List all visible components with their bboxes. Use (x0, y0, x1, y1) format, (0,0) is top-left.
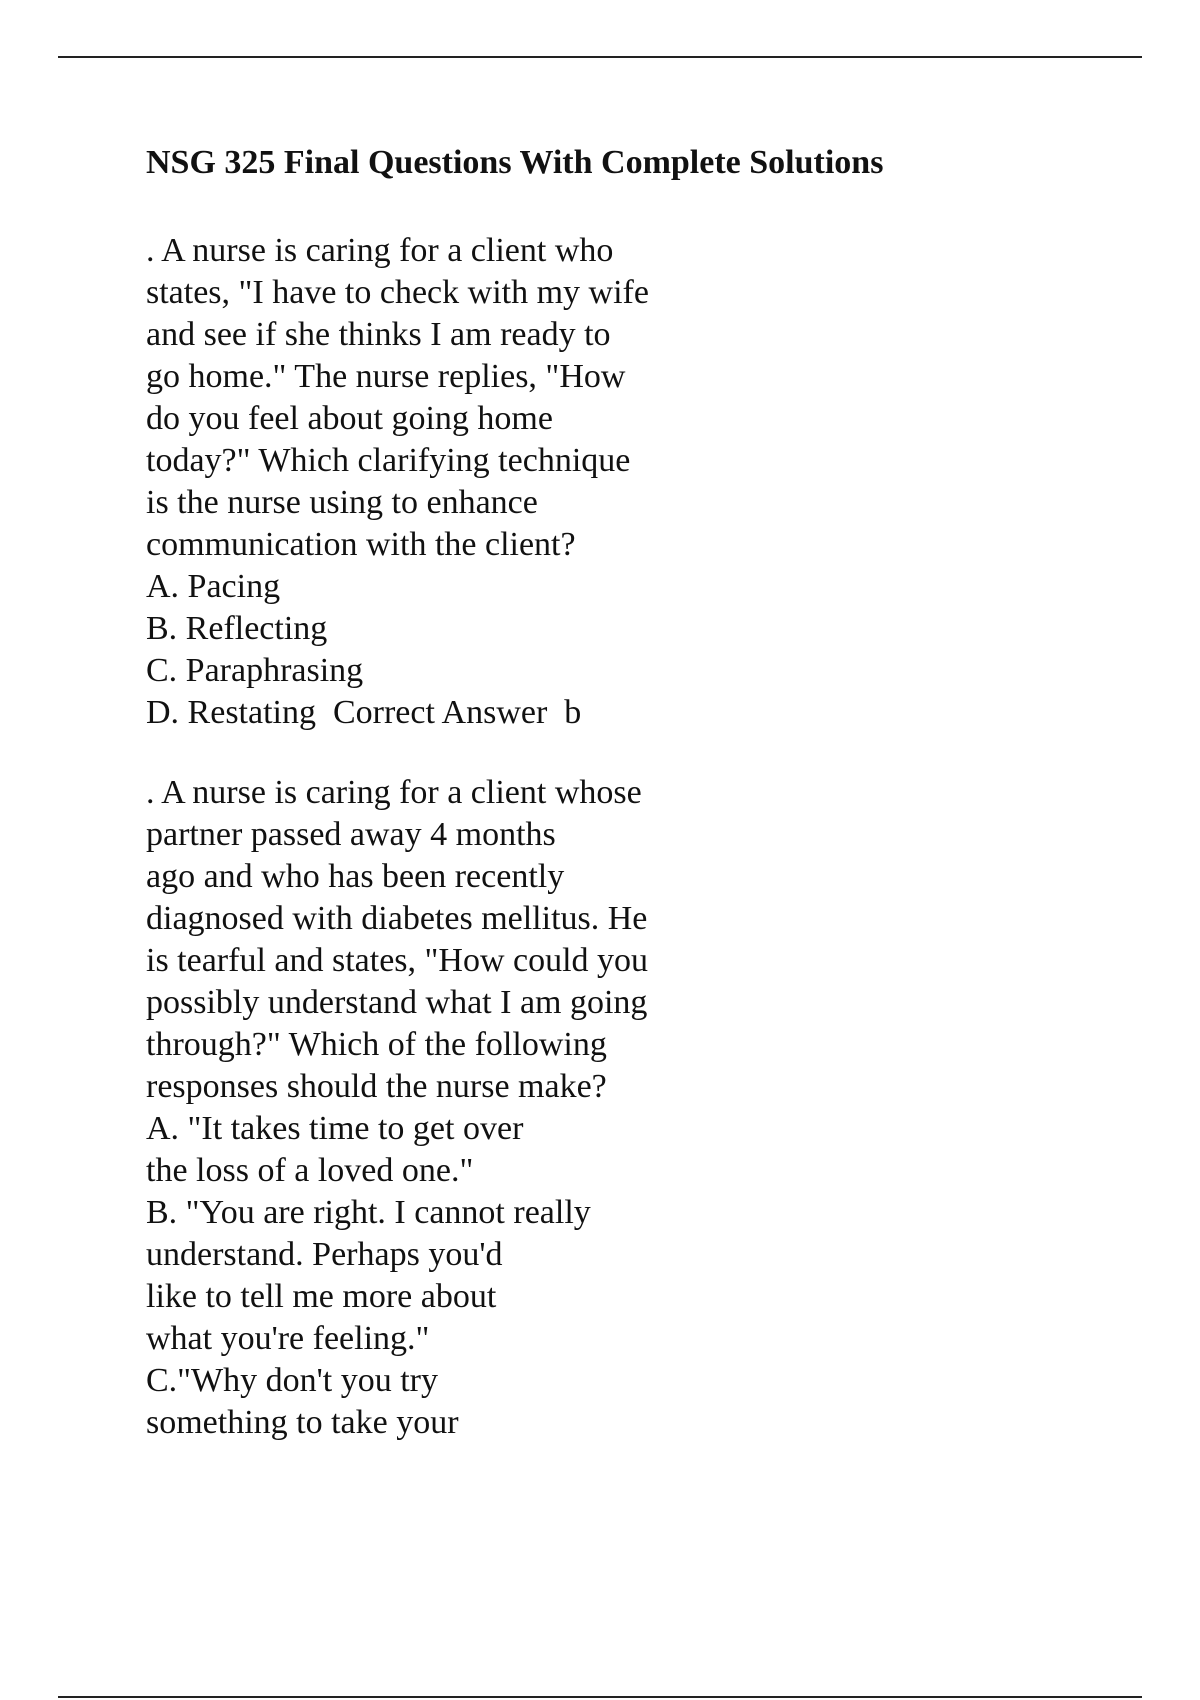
question-2-line: . A nurse is caring for a client whose (146, 774, 642, 811)
question-2-line: partner passed away 4 months (146, 816, 556, 853)
question-1-line: communication with the client? (146, 526, 576, 563)
question-1-option-a: A. Pacing (146, 568, 281, 605)
question-2-option-b: like to tell me more about (146, 1278, 497, 1315)
question-2-line: responses should the nurse make? (146, 1068, 607, 1105)
question-2-line: possibly understand what I am going (146, 984, 648, 1021)
question-1-line: and see if she thinks I am ready to (146, 316, 611, 353)
question-2-option-b: B. "You are right. I cannot really (146, 1194, 591, 1231)
question-1-option-d-answer: D. Restating Correct Answer b (146, 694, 582, 731)
document-title: NSG 325 Final Questions With Complete Solutions (146, 144, 884, 181)
question-1-line: states, "I have to check with my wife (146, 274, 649, 311)
question-1-line: . A nurse is caring for a client who (146, 232, 614, 269)
question-1-option-c: C. Paraphrasing (146, 652, 364, 689)
question-2 (146, 772, 648, 1444)
question-2-option-a: the loss of a loved one." (146, 1152, 474, 1189)
question-1-line: is the nurse using to enhance (146, 484, 538, 521)
question-2-line: is tearful and states, "How could you (146, 942, 649, 979)
question-2-option-a: A. "It takes time to get over (146, 1110, 524, 1147)
question-1-line: go home." The nurse replies, "How (146, 358, 626, 395)
question-1-line: do you feel about going home (146, 400, 553, 437)
question-1-option-b: B. Reflecting (146, 610, 328, 647)
question-2-option-b: what you're feeling." (146, 1320, 430, 1357)
question-2-option-b: understand. Perhaps you'd (146, 1236, 503, 1273)
question-2-option-c: something to take your (146, 1404, 459, 1441)
question-2-line: ago and who has been recently (146, 858, 565, 895)
question-2-line: through?" Which of the following (146, 1026, 607, 1063)
footer-rule (58, 1696, 1142, 1698)
question-1 (146, 230, 649, 734)
question-2-option-c: C."Why don't you try (146, 1362, 438, 1399)
question-1-line: today?" Which clarifying technique (146, 442, 631, 479)
question-2-line: diagnosed with diabetes mellitus. He (146, 900, 648, 937)
header-rule (58, 56, 1142, 58)
